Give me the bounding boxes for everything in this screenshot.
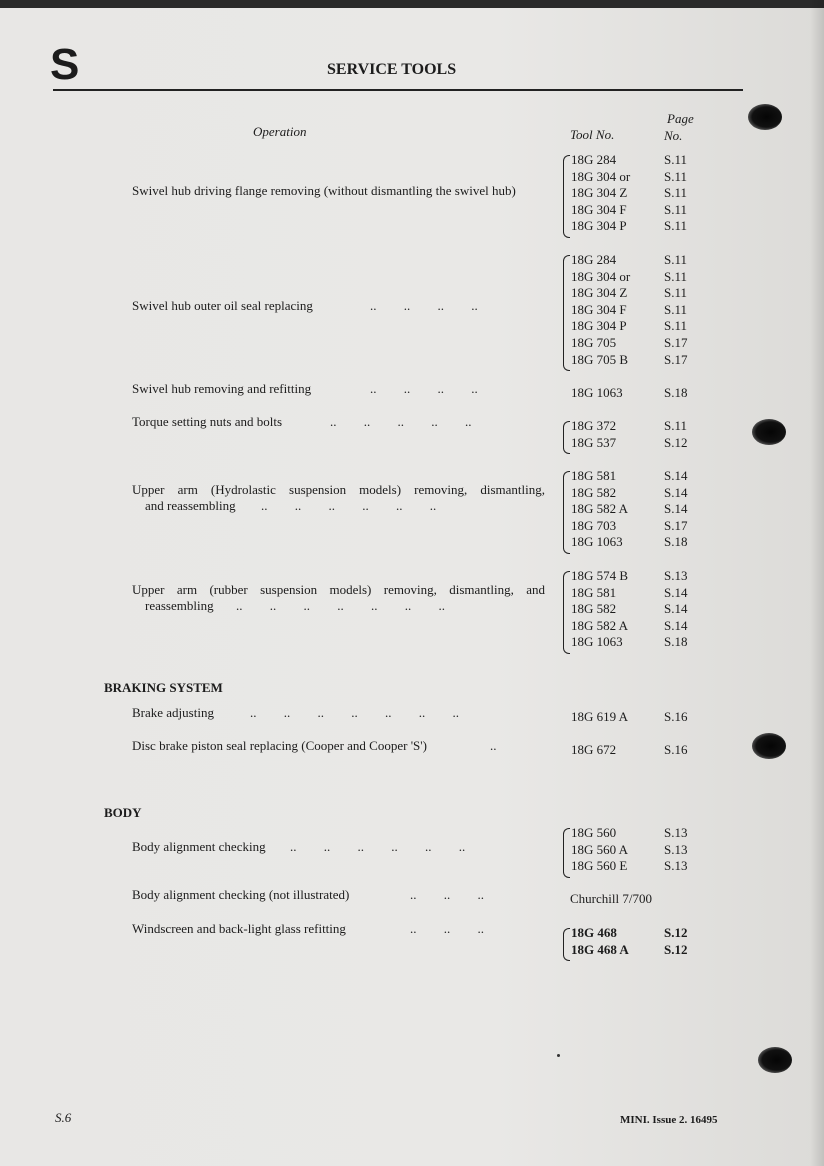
operation-label: Torque setting nuts and bolts	[132, 414, 283, 429]
group-brace	[563, 471, 570, 554]
punch-hole	[752, 419, 786, 445]
page-ref: S.12	[664, 942, 688, 957]
column-header-operation: Operation	[253, 124, 307, 139]
page-ref: S.11	[664, 252, 687, 267]
operation-label: Windscreen and back-light glass refitting	[132, 921, 346, 936]
section-letter: S	[50, 40, 79, 89]
leader-dots: .. .. .. ..	[370, 381, 478, 396]
operation-label: Swivel hub outer oil seal replacing	[132, 298, 313, 313]
page-number: S.6	[55, 1110, 72, 1125]
tool-number: Churchill 7/700	[570, 891, 652, 906]
page-ref: S.11	[664, 269, 687, 284]
group-brace	[563, 571, 570, 654]
tool-number: 18G 304 or	[571, 169, 631, 184]
page-ref: S.17	[664, 352, 688, 367]
tool-number: 18G 284	[571, 152, 617, 167]
page-ref: S.11	[664, 218, 687, 233]
page-ref: S.13	[664, 858, 688, 873]
leader-dots: .. .. .. .. .. .. ..	[236, 598, 445, 613]
tool-number: 18G 705	[571, 335, 617, 350]
group-brace	[563, 928, 570, 961]
page-ref: S.13	[664, 568, 688, 583]
operation-label: Brake adjusting	[132, 705, 214, 720]
page-ref: S.12	[664, 435, 688, 450]
tool-number: 18G 582 A	[571, 618, 629, 633]
tool-number: 18G 284	[571, 252, 617, 267]
leader-dots: .. .. .. .. .. ..	[290, 839, 466, 854]
tool-number: 18G 703	[571, 518, 617, 533]
tool-number: 18G 560	[571, 825, 617, 840]
page-ref: S.12	[664, 925, 688, 940]
tool-number: 18G 672	[571, 742, 617, 757]
section-heading: BODY	[104, 805, 142, 820]
operation-label-cont: reassembling	[145, 598, 214, 613]
leader-dots: .. .. .. ..	[370, 298, 478, 313]
punch-hole	[758, 1047, 792, 1073]
page-ref: S.11	[664, 302, 687, 317]
operation-label: Swivel hub removing and refitting	[132, 381, 312, 396]
leader-dots: .. .. ..	[410, 887, 484, 902]
page-ref: S.14	[664, 468, 688, 483]
page-ref: S.16	[664, 709, 688, 724]
column-header-page-no: No.	[664, 128, 683, 143]
page-ref: S.11	[664, 169, 687, 184]
page-ref: S.11	[664, 152, 687, 167]
operation-label: Disc brake piston seal replacing (Cooper and Cooper 'S')	[132, 738, 427, 753]
operation-label: Body alignment checking	[132, 839, 266, 854]
page-ref: S.11	[664, 185, 687, 200]
page-ref: S.13	[664, 842, 688, 857]
tool-number: 18G 1063	[571, 385, 623, 400]
leader-dots: .. .. .. .. ..	[330, 414, 472, 429]
tool-number: 18G 582	[571, 485, 617, 500]
page-ref: S.17	[664, 335, 688, 350]
header-rule	[53, 89, 743, 91]
tool-number: 18G 304 Z	[571, 185, 628, 200]
page-ref: S.18	[664, 385, 688, 400]
column-header-page: Page	[667, 111, 694, 126]
group-brace	[563, 155, 570, 238]
page-ref: S.11	[664, 318, 687, 333]
page-ref: S.14	[664, 601, 688, 616]
group-brace	[563, 255, 570, 371]
tool-number: 18G 304 Z	[571, 285, 628, 300]
page-ref: S.13	[664, 825, 688, 840]
tool-number: 18G 468 A	[571, 942, 629, 957]
operation-label: Swivel hub driving flange removing (without dismantling the swivel hub)	[132, 183, 516, 198]
tool-number: 18G 574 B	[571, 568, 629, 583]
tool-number: 18G 1063	[571, 534, 623, 549]
operation-label: Upper arm (Hydrolastic suspension models) removing, dismantling,	[132, 482, 545, 497]
tool-number: 18G 304 P	[571, 218, 627, 233]
tool-number: 18G 304 or	[571, 269, 631, 284]
leader-dots: .. .. .. .. .. ..	[261, 498, 437, 513]
tool-number: 18G 304 P	[571, 318, 627, 333]
punch-hole	[748, 104, 782, 130]
tool-number: 18G 581	[571, 585, 617, 600]
leader-dots: ..	[490, 738, 497, 753]
tool-number: 18G 582	[571, 601, 617, 616]
group-brace	[563, 828, 570, 878]
scan-top-edge	[0, 0, 824, 8]
tool-number: 18G 560 E	[571, 858, 628, 873]
tool-number: 18G 582 A	[571, 501, 629, 516]
page-ref: S.18	[664, 634, 688, 649]
page-ref: S.18	[664, 534, 688, 549]
page-ref: S.14	[664, 585, 688, 600]
leader-dots: .. .. ..	[410, 921, 484, 936]
page-ref: S.14	[664, 485, 688, 500]
page-ref: S.14	[664, 501, 688, 516]
page-ref: S.16	[664, 742, 688, 757]
tool-number: 18G 304 F	[571, 202, 627, 217]
tool-number: 18G 1063	[571, 634, 623, 649]
section-heading: BRAKING SYSTEM	[104, 680, 223, 695]
operation-label: Body alignment checking (not illustrated)	[132, 887, 350, 902]
group-brace	[563, 421, 570, 454]
operation-label-cont: and reassembling	[145, 498, 236, 513]
page-title: SERVICE TOOLS	[327, 61, 457, 78]
column-header-tool-no: Tool No.	[570, 127, 615, 142]
page-ref: S.11	[664, 285, 687, 300]
tool-number: 18G 560 A	[571, 842, 629, 857]
page-ref: S.11	[664, 202, 687, 217]
tool-number: 18G 468	[571, 925, 617, 940]
tool-number: 18G 619 A	[571, 709, 629, 724]
scan-right-shadow	[810, 0, 824, 1166]
page-ref: S.11	[664, 418, 687, 433]
punch-hole	[752, 733, 786, 759]
leader-dots: .. .. .. .. .. .. ..	[250, 705, 459, 720]
tool-number: 18G 372	[571, 418, 617, 433]
page-ref: S.17	[664, 518, 688, 533]
tool-number: 18G 304 F	[571, 302, 627, 317]
footer-issue: MINI. Issue 2. 16495	[620, 1114, 718, 1126]
tool-number: 18G 705 B	[571, 352, 629, 367]
operation-label: Upper arm (rubber suspension models) removing, dismantling, and	[132, 582, 545, 597]
tool-number: 18G 581	[571, 468, 617, 483]
scan-speck	[557, 1054, 560, 1057]
page-ref: S.14	[664, 618, 688, 633]
tool-number: 18G 537	[571, 435, 617, 450]
